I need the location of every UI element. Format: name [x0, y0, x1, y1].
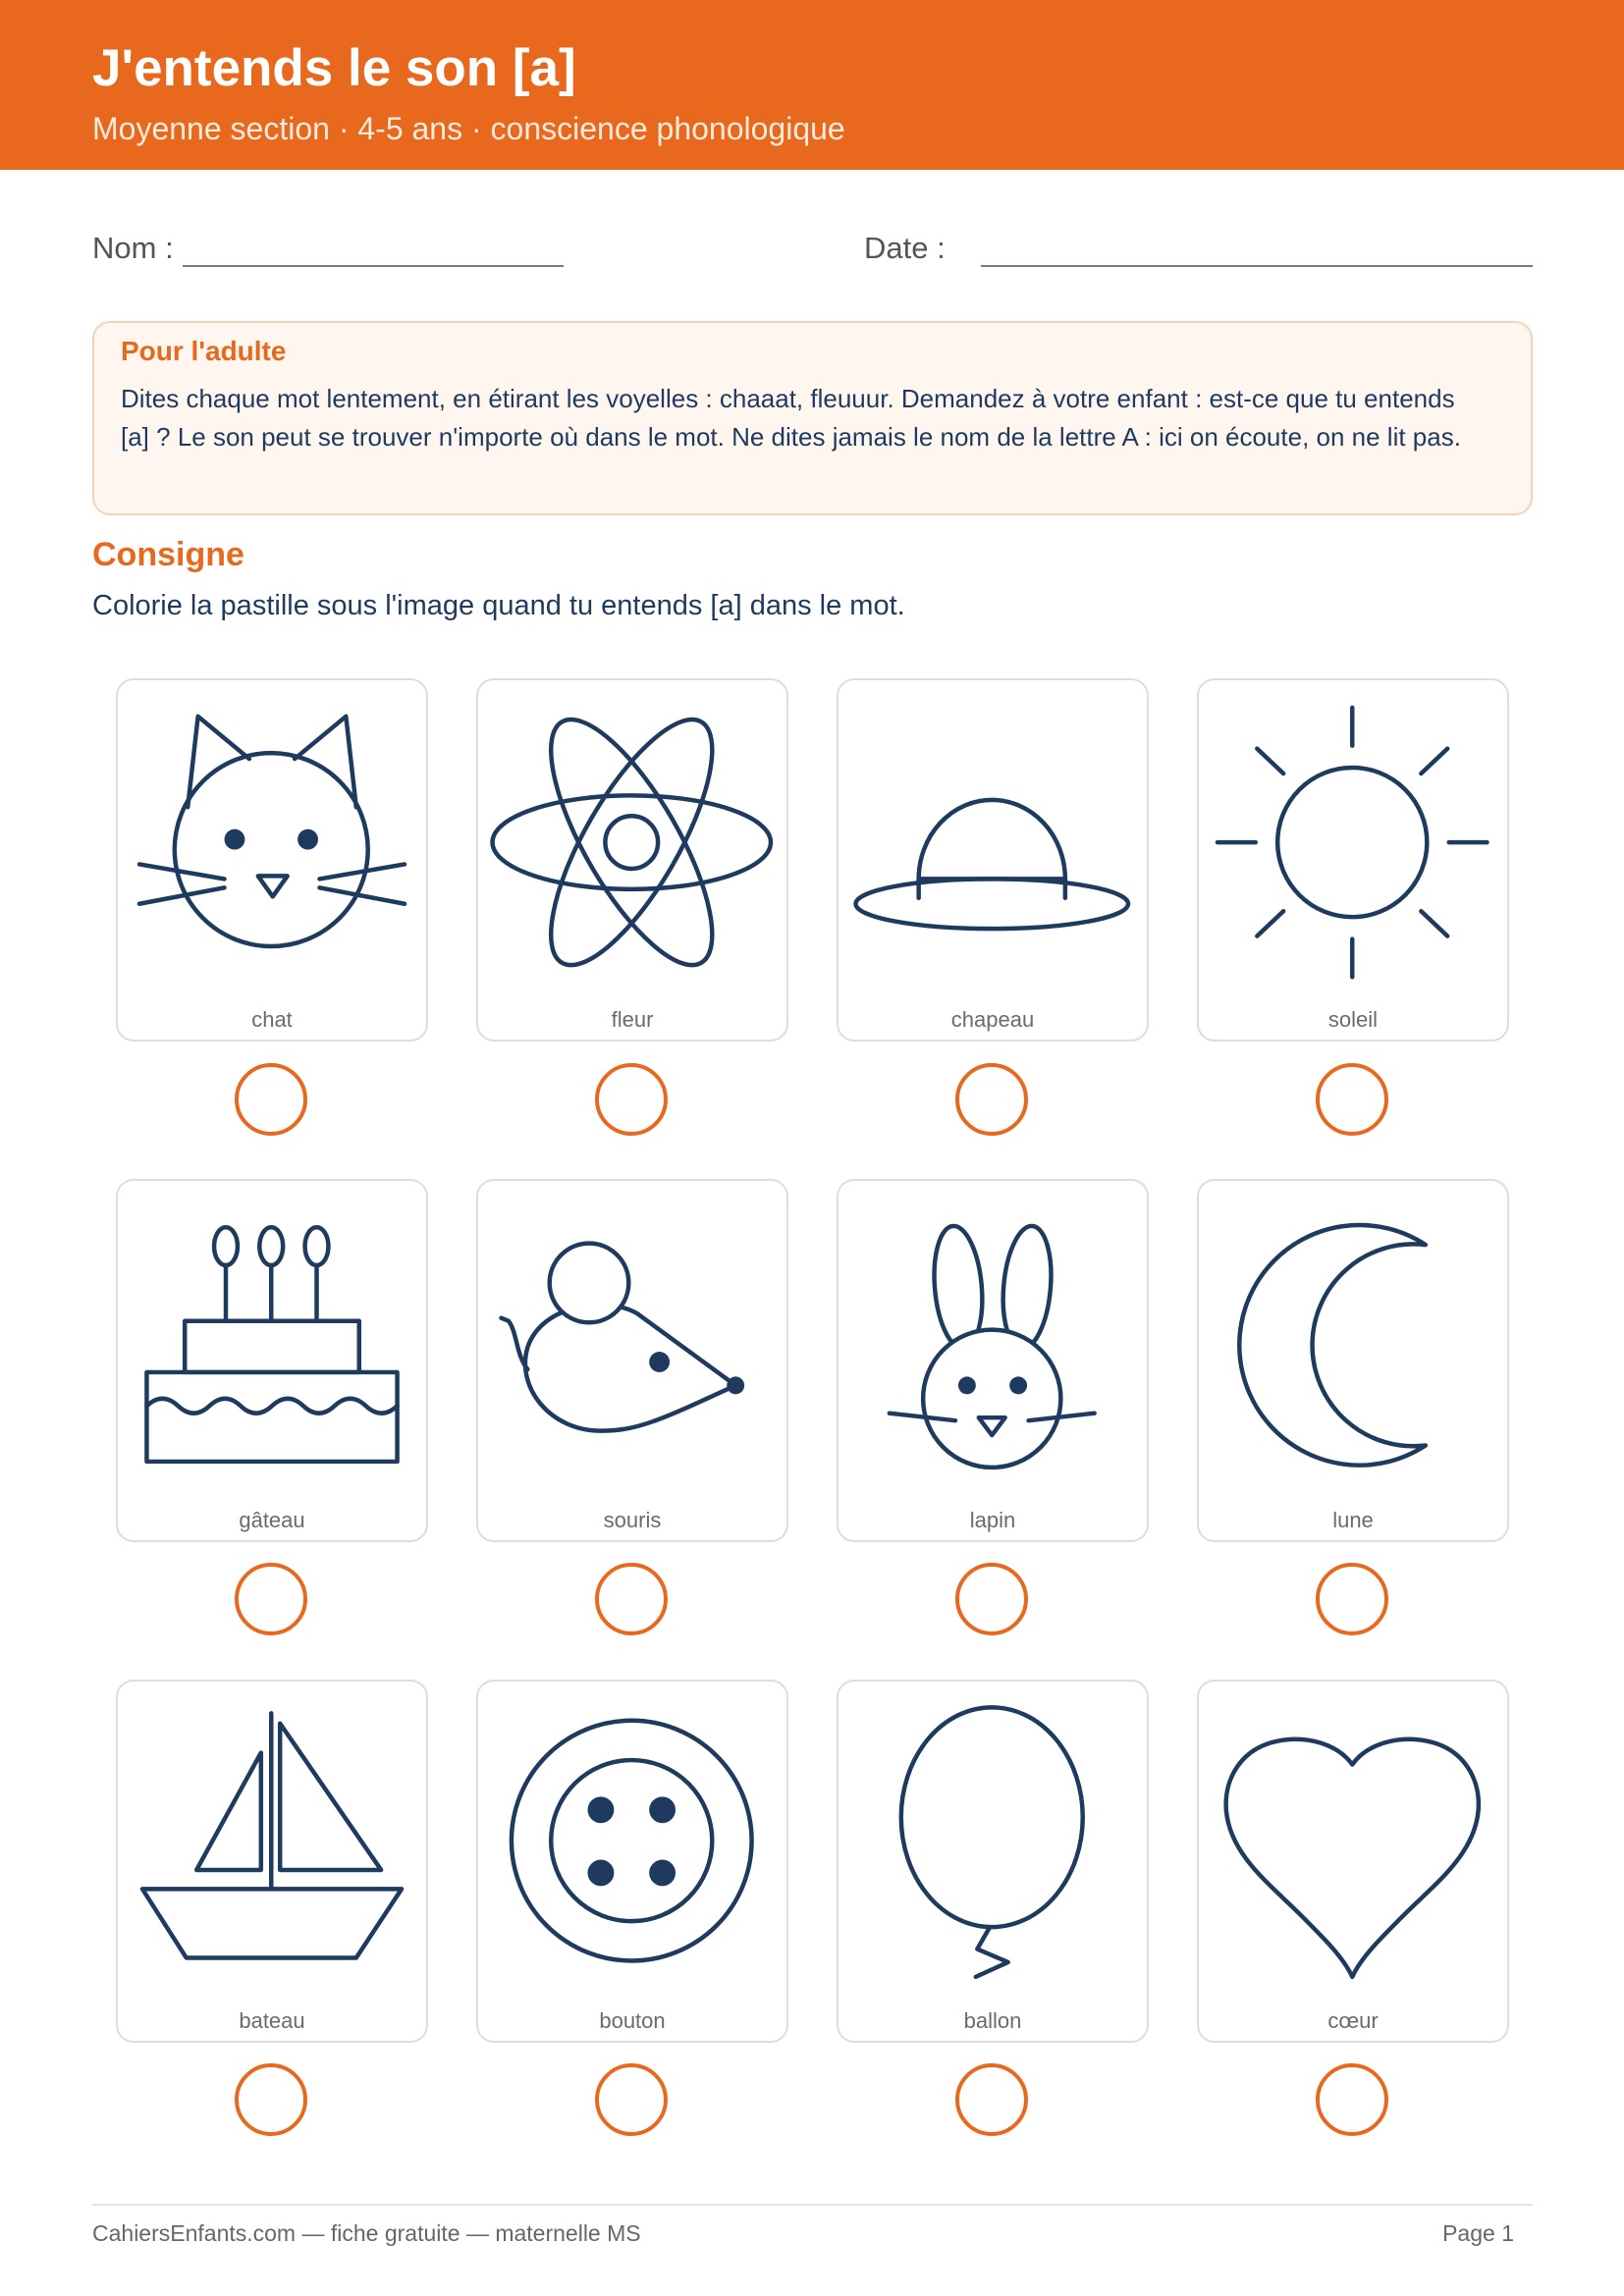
date-label: Date : [864, 231, 946, 265]
name-label: Nom : [92, 231, 174, 265]
picture-label: chapeau [950, 1007, 1035, 1032]
page-number: Page 1 [1442, 2220, 1514, 2246]
answer-pastille[interactable] [595, 2063, 668, 2136]
answer-pastille[interactable] [595, 1563, 668, 1635]
picture-card-bouton [476, 1680, 788, 2043]
picture-card-souris [476, 1179, 788, 1542]
moon-icon [1197, 1179, 1509, 1542]
answer-pastille[interactable] [235, 1563, 307, 1635]
picture-card-ballon [837, 1680, 1149, 2043]
answer-pastille[interactable] [595, 1063, 668, 1136]
picture-card-lune [1197, 1179, 1509, 1542]
mouse-icon [476, 1179, 788, 1542]
picture-label: soleil [1327, 1007, 1379, 1032]
picture-label: lune [1332, 1508, 1374, 1532]
cake-icon [116, 1179, 428, 1542]
page-subtitle: Moyenne section · 4-5 ans · conscience phonologique [92, 111, 845, 146]
instructions-title: Consigne [92, 536, 244, 573]
answer-pastille[interactable] [1316, 1063, 1388, 1136]
boat-icon [116, 1680, 428, 2043]
button-icon [476, 1680, 788, 2043]
picture-label: ballon [963, 2008, 1022, 2033]
answer-pastille[interactable] [235, 1063, 307, 1136]
answer-pastille[interactable] [1316, 1563, 1388, 1635]
picture-label: gâteau [239, 1508, 305, 1532]
picture-label: lapin [969, 1508, 1016, 1532]
picture-card-lapin [837, 1179, 1149, 1542]
picture-label: bateau [239, 2008, 305, 2033]
balloon-icon [837, 1680, 1149, 2043]
picture-card-soleil [1197, 678, 1509, 1041]
answer-pastille[interactable] [955, 1563, 1028, 1635]
rabbit-icon [837, 1179, 1149, 1542]
picture-label: bouton [599, 2008, 666, 2033]
picture-card-gateau [116, 1179, 428, 1542]
hat-icon [837, 678, 1149, 1041]
heart-icon [1197, 1680, 1509, 2043]
answer-pastille[interactable] [235, 2063, 307, 2136]
picture-label: cœur [1327, 2008, 1379, 2033]
adult-note-box [92, 321, 1533, 515]
picture-label: fleur [611, 1007, 654, 1032]
picture-label: souris [603, 1508, 662, 1532]
picture-label: chat [251, 1007, 293, 1032]
flower-icon [476, 678, 788, 1041]
answer-pastille[interactable] [955, 2063, 1028, 2136]
answer-pastille[interactable] [955, 1063, 1028, 1136]
cat-icon [116, 678, 428, 1041]
answer-pastille[interactable] [1316, 2063, 1388, 2136]
name-field-line[interactable] [183, 265, 564, 267]
picture-card-chapeau [837, 678, 1149, 1041]
adult-note-title: Pour l'adulte [121, 336, 287, 366]
picture-card-bateau [116, 1680, 428, 2043]
instructions-text: Colorie la pastille sous l'image quand tu entends [a] dans le mot. [92, 590, 905, 621]
picture-card-fleur [476, 678, 788, 1041]
picture-card-chat [116, 678, 428, 1041]
sun-icon [1197, 678, 1509, 1041]
adult-note-text: Dites chaque mot lentement, en étirant les voyelles : chaaat, fleuuur. Demandez à votre enfant : est-ce que tu entends [a] ? Le son peut se trouver n'importe où dans le mot. Ne dites jamais le nom de la lettre A : ici on écoute, on ne lit pas. [121, 384, 1461, 452]
footer-divider [92, 2204, 1533, 2206]
footer-credit: CahiersEnfants.com — fiche gratuite — maternelle MS [92, 2220, 641, 2246]
date-field-line[interactable] [981, 265, 1533, 267]
picture-card-coeur [1197, 1680, 1509, 2043]
page-title: J'entends le son [a] [92, 39, 576, 97]
